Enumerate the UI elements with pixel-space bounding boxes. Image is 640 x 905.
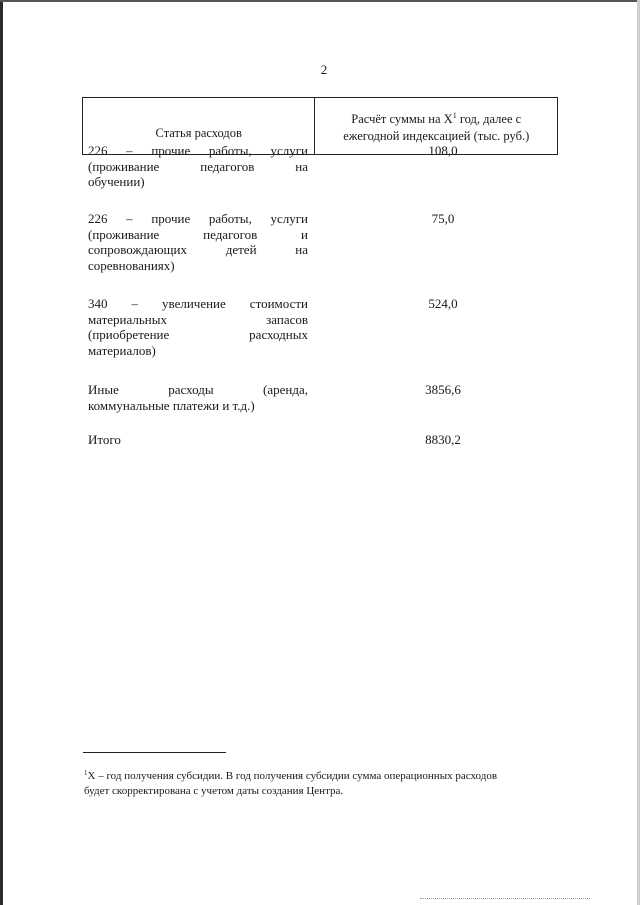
row-description-line: сопровождающих детей на [88,242,308,258]
row-amount: 75,0 [431,211,455,226]
row-description-line: (приобретение расходных [88,327,308,343]
row-amount: 524,0 [428,296,458,311]
header-calculation-part2: год, далее с [456,112,522,127]
scan-edge-top [0,0,640,2]
footnote-line1: X – год получения субсидии. В год получения субсидии сумма операционных расходов [87,770,498,782]
scan-artifact-dots [420,898,590,901]
row-description [88,382,308,413]
row-description-line: материалов) [88,342,156,358]
row-description-line: (проживание педагогов на [88,158,308,174]
row-description-line: Иные расходы (аренда, [88,382,308,397]
row-description-line: 226 – прочие работы, услуги [88,211,308,226]
footnote [84,766,554,798]
row-description [88,432,308,448]
row-amount: 8830,2 [425,432,461,447]
row-description [88,143,308,190]
row-description-line: материальных запасов [88,311,308,327]
row-description-line: (проживание педагогов и [88,226,308,242]
row-description-line: соревнованиях) [88,257,175,273]
row-description-line: 226 – прочие работы, услуги [88,143,308,158]
header-calculation-line2: ежегодной индексацией (тыс. руб.) [343,129,530,144]
header-footnote-ref: 1 [452,110,457,120]
header-calculation-part1: Расчёт суммы на X [351,112,453,127]
header-expense-item-label: Статья расходов [155,125,242,140]
page-number: 2 [320,62,328,77]
row-amount: 108,0 [428,143,458,158]
row-description-line: обучении) [88,174,145,190]
scan-edge-left [0,0,3,905]
footnote-marker: 1 [84,769,88,777]
footnote-separator [83,752,226,753]
row-description-line: 340 – увеличение стоимости [88,296,308,311]
footnote-line2: будет скорректирована с учетом даты создания Центра. [84,784,344,797]
row-description-line: Итого [88,432,121,447]
row-description-line: коммунальные платежи и т.д.) [88,397,255,413]
row-amount: 3856,6 [425,382,461,397]
row-description [88,211,308,273]
row-description [88,296,308,358]
